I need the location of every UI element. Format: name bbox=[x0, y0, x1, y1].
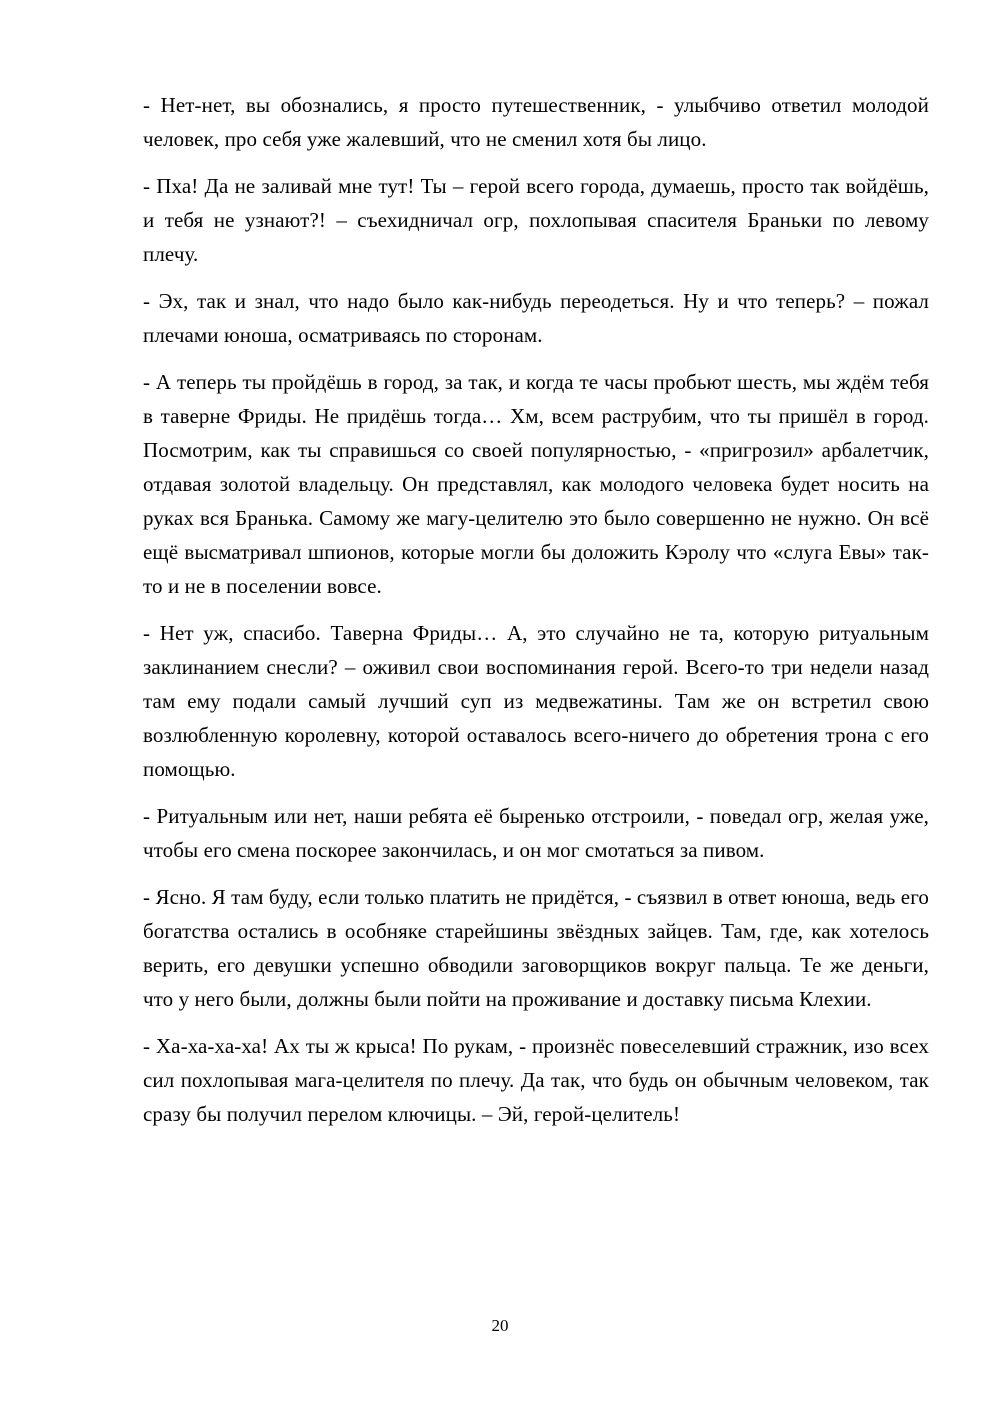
text-body bbox=[143, 88, 929, 1144]
text-paragraph: - А теперь ты пройдёшь в город, за так, и когда те часы пробьют шесть, мы ждём тебя в таверне Фриды. Не придёшь тогда… Хм, всем раструбим, что ты пришёл в город. Посмотрим, как ты справишься со своей популярностью, - «пригрозил» арбалетчик, отдавая золотой владельцу. Он представлял, как молодого человека будет носить на руках вся Бранька. Самому же магу-целителю это было совершенно не нужно. Он всё ещё высматривал шпионов, которые могли бы доложить Кэролу что «слуга Евы» так-то и не в поселении вовсе. bbox=[143, 370, 929, 598]
text-paragraph: - Пха! Да не заливай мне тут! Ты – герой всего города, думаешь, просто так войдёшь, и тебя не узнают?! – съехидничал огр, похлопывая спасителя Браньки по левому плечу. bbox=[143, 174, 929, 266]
text-paragraph: - Нет уж, спасибо. Таверна Фриды… А, это случайно не та, которую ритуальным заклинанием снесли? – оживил свои воспоминания герой. Всего-то три недели назад там ему подали самый лучший суп из медвежатины. Там же он встретил свою возлюбленную королевну, которой оставалось всего-ничего до обретения трона с его помощью. bbox=[143, 621, 929, 781]
text-paragraph: - Нет-нет, вы обознались, я просто путешественник, - улыбчиво ответил молодой человек, про себя уже жалевший, что не сменил хотя бы лицо. bbox=[143, 93, 929, 151]
text-paragraph: - Ха-ха-ха-ха! Ах ты ж крыса! По рукам, - произнёс повеселевший стражник, изо всех сил похлопывая мага-целителя по плечу. Да так, что будь он обычным человеком, так сразу бы получил перелом ключицы. – Эй, герой-целитель! bbox=[143, 1034, 929, 1126]
text-paragraph: - Ритуальным или нет, наши ребята её быренько отстроили, - поведал огр, желая уже, чтобы его смена поскорее закончилась, и он мог смотаться за пивом. bbox=[143, 804, 929, 862]
text-paragraph: - Эх, так и знал, что надо было как-нибудь переодеться. Ну и что теперь? – пожал плечами юноша, осматриваясь по сторонам. bbox=[143, 289, 929, 347]
text-paragraph: - Ясно. Я там буду, если только платить не придётся, - съязвил в ответ юноша, ведь его богатства остались в особняке старейшины звёздных зайцев. Там, где, как хотелось верить, его девушки успешно обводили заговорщиков вокруг пальца. Те же деньги, что у него были, должны были пойти на проживание и доставку письма Клехии. bbox=[143, 885, 929, 1011]
page-number: 20 bbox=[491, 1316, 509, 1335]
